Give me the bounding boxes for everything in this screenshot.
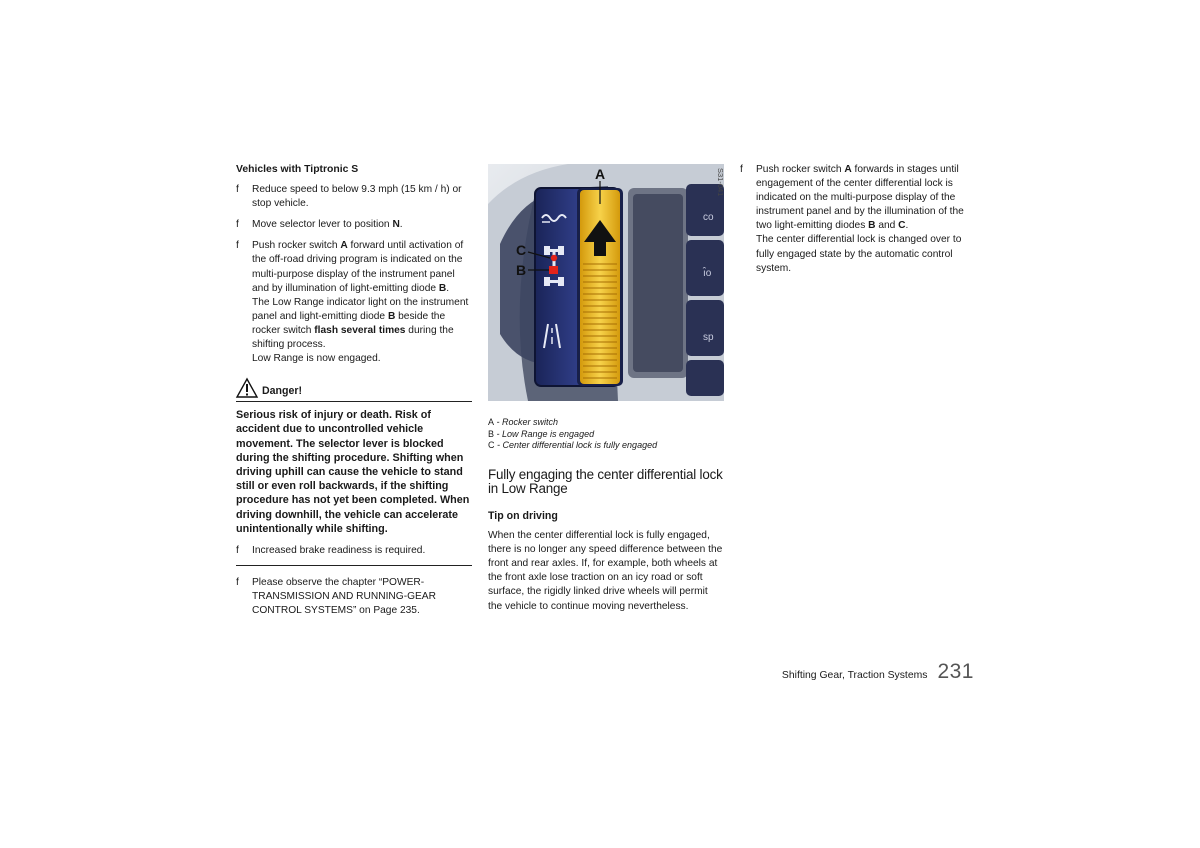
caption-text: - Low Range is engaged <box>494 428 595 439</box>
step-text: Push rocker switch <box>756 164 845 175</box>
step-text: Low Range is now engaged. <box>252 353 381 365</box>
page-footer <box>782 660 974 684</box>
section-title: Fully engaging the center differential lock in Low Range <box>488 466 723 497</box>
warning-triangle-icon <box>236 378 258 398</box>
step-text: . <box>905 220 909 232</box>
svg-text:sp: sp <box>703 332 714 343</box>
step-emphasis: B <box>868 220 876 232</box>
step-emphasis: flash several times <box>314 324 406 336</box>
step-text: and <box>875 220 899 232</box>
chapter-title: Shifting Gear, Traction Systems <box>781 670 928 681</box>
svg-text:ı̂o: ı̂o <box>703 268 712 279</box>
tip-text: When the center differential lock is fully engaged, there is no longer any speed difference between the front and rear axles. If, for example, both wheels at the front axle lose traction on an icy road or soft surface, the rigidly linked drive wheels will permit the vehicle to continue moving nevertheless. <box>488 530 723 612</box>
step-text: The Low Range indicator light on the instrument panel and light-emitting diode <box>252 296 469 322</box>
rocker-switch <box>580 190 620 384</box>
caption-letter: A <box>488 417 495 427</box>
step-text: forwards in stages until engagement of the center differential lock is indicated on the multi-purpose display of the instrument panel and by the illumination of the two light-emitting diodes <box>756 164 964 232</box>
step-text: . <box>446 282 450 294</box>
page-number: 231 <box>937 660 974 683</box>
right-column <box>740 163 976 283</box>
step-emphasis: A <box>844 164 852 175</box>
step-emphasis: C <box>898 220 906 232</box>
step-bullet: f <box>236 577 239 589</box>
step-text: Move selector lever to position <box>252 219 393 231</box>
danger-label: Danger! <box>262 385 303 398</box>
caption-text: - Rocker switch <box>494 417 559 427</box>
figure-code: S31-041 <box>716 168 725 197</box>
step-bullet: f <box>236 219 239 231</box>
figure-label-b: B <box>516 262 527 278</box>
step-text: beside the rocker switch <box>252 310 446 336</box>
instruction-step <box>236 239 472 366</box>
step-emphasis: A <box>340 240 348 252</box>
step-text: Reduce speed to below 9.3 mph (15 km / h) or stop vehicle. <box>252 184 462 210</box>
danger-header <box>236 378 472 402</box>
instruction-step <box>236 183 472 211</box>
middle-column <box>488 164 724 614</box>
caption-text: - Center differential lock is fully engaged <box>494 440 658 451</box>
caption-letter: C <box>488 440 495 451</box>
led-b-indicator <box>549 266 558 274</box>
led-c-indicator <box>551 255 557 261</box>
step-text: . <box>399 219 403 231</box>
instruction-step <box>236 576 472 618</box>
caption-line <box>488 429 724 441</box>
step-text: Increased brake readiness is required. <box>252 545 426 557</box>
step-bullet: f <box>740 164 743 175</box>
caption-letter: B <box>488 428 495 439</box>
step-emphasis: N <box>392 219 400 231</box>
step-text: Push rocker switch <box>252 240 341 252</box>
step-bullet: f <box>236 545 239 557</box>
step-bullet: f <box>236 184 239 196</box>
figure-label-a: A <box>595 166 606 182</box>
rocker-switch-figure <box>488 164 724 401</box>
tip-heading: Tip on driving <box>488 509 558 522</box>
svg-text:co: co <box>703 212 714 223</box>
caption-line <box>488 417 724 429</box>
step-text: forward until activation of the off-road driving program is indicated on the multi-purpose display of the instrument panel and by illumination of light-emitting diode <box>252 240 464 294</box>
left-column <box>236 163 472 625</box>
caption-line <box>488 440 724 452</box>
instruction-step <box>236 218 472 232</box>
step-text: The center differential lock is changed over to fully engaged state by the automatic control system. <box>756 234 962 274</box>
step-emphasis: B <box>387 310 396 322</box>
step-emphasis: B <box>438 282 447 294</box>
section-heading: Vehicles with Tiptronic S <box>236 164 359 175</box>
rocker-switch-illustration <box>488 164 724 401</box>
step-text: Please observe the chapter “POWER-TRANSMISSION AND RUNNING-GEAR CONTROL SYSTEMS” on Page 235. <box>252 577 436 617</box>
figure-captions <box>488 417 724 452</box>
figure-label-c: C <box>516 242 527 258</box>
divider <box>236 565 472 566</box>
step-bullet: f <box>236 240 239 252</box>
danger-text: Serious risk of injury or death. Risk of accident due to uncontrolled vehicle movement. The selector lever is blocked during the shifting procedure. Shifting when driving uphill can cause the vehicle to stand still or even roll backwards, if the shifting procedure has not yet been completed. When driving downhill, the vehicle can accelerate unintentionally while shifting. <box>236 409 470 535</box>
instruction-step <box>236 544 472 558</box>
instruction-step <box>740 163 976 276</box>
step-text: during the shifting process. <box>252 324 454 351</box>
